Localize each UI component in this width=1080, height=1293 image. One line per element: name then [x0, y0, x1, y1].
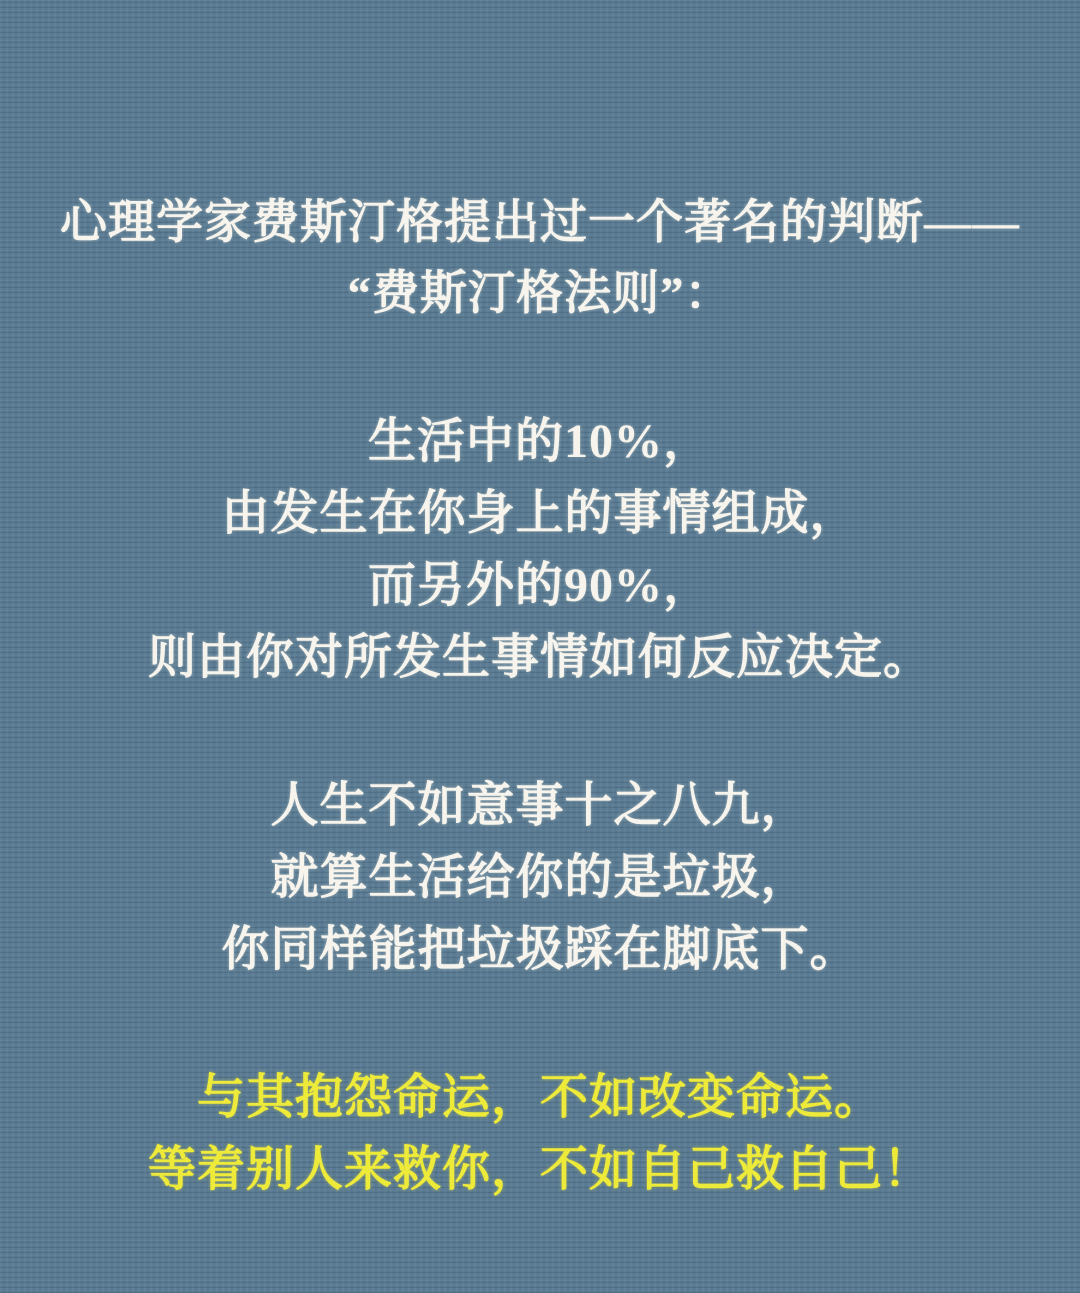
quote-line-highlight: 等着别人来救你，不如自己救自己！: [147, 1143, 932, 1196]
quote-line-highlight: 与其抱怨命运，不如改变命运。: [196, 1071, 883, 1124]
quote-group-reflection: [0, 770, 1080, 986]
quote-line: 而另外的90%，: [367, 559, 712, 612]
quote-line: “费斯汀格法则”：: [347, 268, 733, 320]
quote-line: 人生不如意事十之八九，: [270, 779, 810, 832]
quote-line: 生活中的10%，: [367, 415, 712, 468]
quote-group-intro: [0, 188, 1080, 330]
quote-line: 心理学家费斯汀格提出过一个著名的判断——: [60, 197, 1020, 249]
quote-line: 则由你对所发生事情如何反应决定。: [147, 631, 932, 684]
quote-line: 你同样能把垃圾踩在脚底下。: [221, 923, 859, 976]
quote-group-highlight: [0, 1062, 1080, 1206]
quote-line: 就算生活给你的是垃圾，: [270, 851, 810, 904]
quote-line: 由发生在你身上的事情组成，: [221, 487, 859, 540]
quote-group-rule: [0, 406, 1080, 694]
